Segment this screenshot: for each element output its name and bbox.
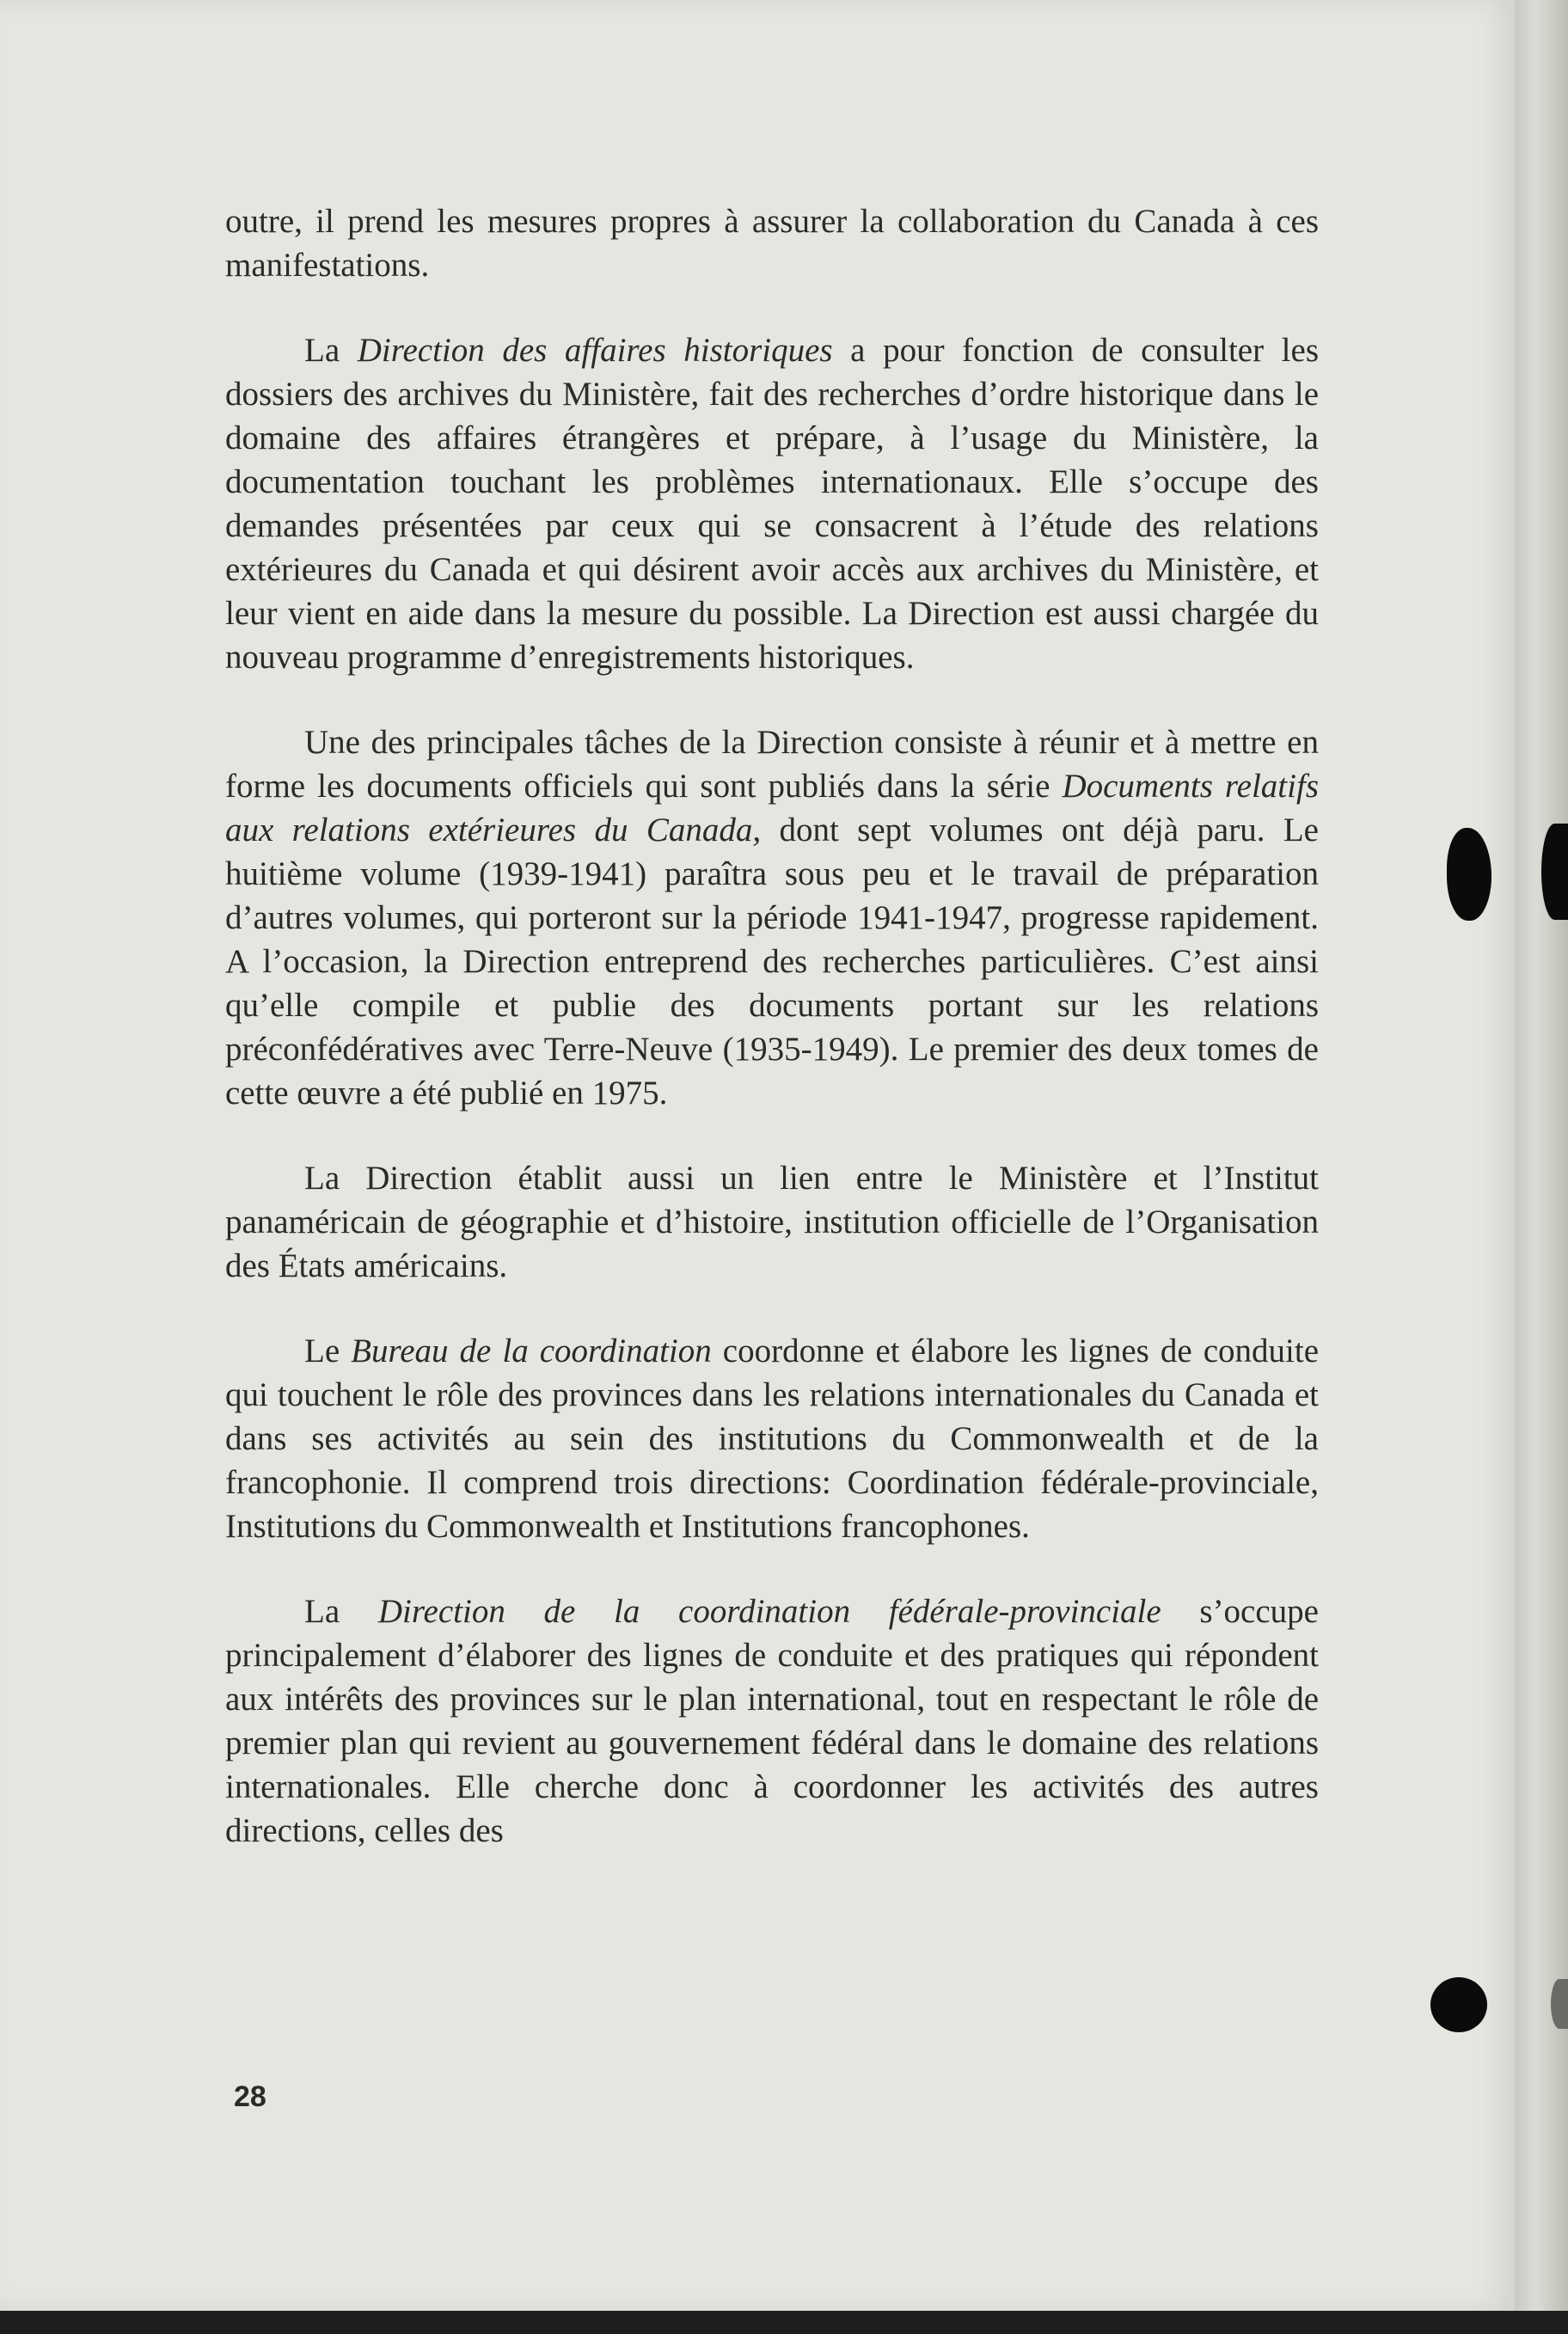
italic-term: Direction des affaires historiques: [357, 332, 833, 369]
paragraph-text: Une des principales tâches de la Direction consiste à réunir et à mettre en forme les documents officiels qui sont publiés dans la série: [225, 724, 1319, 805]
paragraph-text: coordonne et élabore les lignes de conduite qui touchent le rôle des provinces dans les relations internationales du Canada et dans ses activités au sein des institutions du Commonwealth et de la francophonie. Il comprend trois directions: Coordination fédérale-provinciale, Institutions du Commonwealth et Institutions francophones.: [225, 1332, 1319, 1545]
paragraph: [225, 1329, 1319, 1548]
paragraph: [225, 199, 1319, 287]
paragraph: [225, 328, 1319, 679]
italic-term: Direction de la coordination fédérale-provinciale: [377, 1593, 1161, 1630]
paragraph: [225, 720, 1319, 1115]
paragraph: [225, 1156, 1319, 1288]
paragraph-text: La: [304, 332, 358, 369]
paragraph-text: La Direction établit aussi un lien entre le Ministère et l’Institut panaméricain de géographie et d’histoire, institution officielle de l’Organisation des États américains.: [225, 1160, 1319, 1284]
body-text: [225, 199, 1319, 1894]
paragraph-text: a pour fonction de consulter les dossiers des archives du Ministère, fait des recherches d’ordre historique dans le domaine des affaires étrangères et prépare, à l’usage du Ministère, la documentation touchant les problèmes internationaux. Elle s’occupe des demandes présentées par ceux qui se consacrent à l’étude des relations extérieures du Canada et qui désirent avoir accès aux archives du Ministère, et leur vient en aide dans la mesure du possible. La Direction est aussi chargée du nouveau programme d’enregistrements historiques.: [225, 332, 1319, 676]
bottom-edge: [0, 2311, 1568, 2334]
italic-term: Bureau de la coordination: [351, 1332, 712, 1369]
punch-hole: [1447, 828, 1491, 921]
punch-hole: [1551, 1979, 1568, 2029]
paragraph-text: outre, il prend les mesures propres à assurer la collaboration du Canada à ces manifestations.: [225, 203, 1319, 284]
paragraph: [225, 1590, 1319, 1853]
punch-hole: [1541, 824, 1568, 920]
paragraph-text: Le: [304, 1332, 352, 1369]
punch-hole: [1430, 1977, 1487, 2032]
paragraph-text: s’occupe principalement d’élaborer des lignes de conduite et des pratiques qui répondent aux intérêts des provinces sur le plan international, tout en respectant le rôle de premier plan qui revient au gouvernement fédéral dans le domaine des relations internationales. Elle cherche donc à coordonner les activités des autres directions, celles des: [225, 1593, 1319, 1849]
paragraph-text: dont sept volumes ont déjà paru. Le huitième volume (1939-1941) paraîtra sous peu et le travail de préparation d’autres volumes, qui porteront sur la période 1941-1947, progresse rapidement. A l’occasion, la Direction entreprend des recherches particulières. C’est ainsi qu’elle compile et publie des documents portant sur les relations préconfédératives avec Terre-Neuve (1935-1949). Le premier des deux tomes de cette œuvre a été publié en 1975.: [225, 812, 1319, 1112]
italic-term: Documents relatifs aux relations extérieures du Canada,: [225, 768, 1319, 848]
paragraph-text: La: [304, 1593, 378, 1630]
page-number: 28: [234, 2080, 266, 2113]
